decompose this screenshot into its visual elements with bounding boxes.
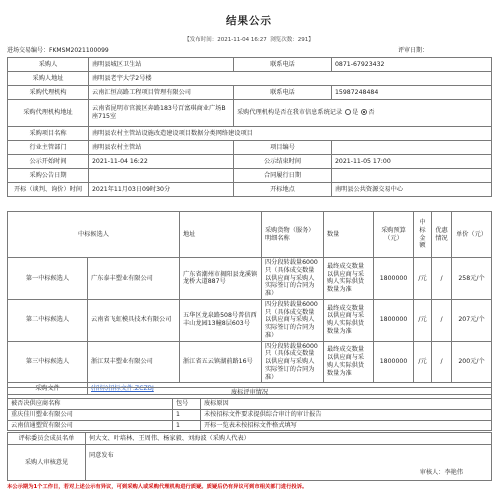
candidate-rank: 第三中标候选人 bbox=[8, 341, 88, 383]
candidate-rank: 第一中标候选人 bbox=[8, 258, 88, 300]
announce-date-label: 采购公告日期 bbox=[8, 169, 89, 183]
candidate-qty: 最终成交数量以供应商与采购人实际供货数量为准 bbox=[324, 299, 374, 341]
open-place-label: 开标地点 bbox=[234, 183, 332, 197]
review-date-label: 评审日期： bbox=[398, 47, 429, 54]
col-header-candidate: 中标候选人 bbox=[8, 212, 180, 258]
col-header-budget: 采购预算（元） bbox=[374, 212, 414, 258]
project-no-value bbox=[332, 141, 492, 155]
table-row bbox=[8, 258, 492, 300]
purchaser-value: 南明县城区卫生站 bbox=[89, 58, 234, 72]
col-header-price: 单价（元） bbox=[452, 212, 492, 258]
page-title: 结果公示 bbox=[226, 15, 272, 27]
table-row bbox=[8, 420, 492, 431]
published-at: 2021-11-04 16:27 bbox=[217, 37, 267, 43]
experts-label: 评标委员会成员名单 bbox=[8, 433, 86, 445]
project-name-value: 南明县农村主管站设施改造建设项目数据分类网络建设项目 bbox=[89, 127, 492, 141]
agency-value: 云南汇恒高路工程项目管理有限公司 bbox=[89, 86, 234, 100]
document-number: 进场交易编号：FKMSM2021100099 bbox=[7, 47, 109, 54]
experts-value: 何大文、叶培林、王周伟、杨家毅、刘海波（采购人代表） bbox=[86, 433, 492, 445]
registered-row bbox=[234, 100, 492, 127]
col-header-discount: 优惠情况 bbox=[432, 212, 452, 258]
rejection-header-reason: 废标原因 bbox=[201, 399, 492, 410]
registered-no-label: 否 bbox=[368, 109, 375, 117]
purchaser-address-value: 南明县老宇大学2号楼 bbox=[89, 72, 492, 86]
dept-value: 南明县农村主管站 bbox=[89, 141, 234, 155]
agency-label: 采购代理机构 bbox=[8, 86, 89, 100]
candidate-budget: 1800000 bbox=[374, 341, 414, 383]
candidate-price: 258元/个 bbox=[452, 258, 492, 300]
auditor-block bbox=[420, 469, 463, 477]
candidate-qty: 最终成交数量以供应商与采购人实际供货数量为准 bbox=[324, 258, 374, 300]
rejected-supplier: 重庆佳川塑业有限公司 bbox=[8, 409, 173, 420]
candidate-price: 200元/个 bbox=[452, 341, 492, 383]
contract-date-label: 合同履行日期 bbox=[234, 169, 332, 183]
candidate-name: 浙江双丰塑业有限公司 bbox=[88, 341, 180, 383]
views-label: 浏览次数： bbox=[270, 37, 298, 43]
candidate-qty: 最终成交数量以供应商与采购人实际供货数量为准 bbox=[324, 341, 374, 383]
agency-address-label: 采购代理机构地址 bbox=[8, 100, 89, 127]
candidate-address: 浙江省五云镇湖前路16号 bbox=[180, 341, 262, 383]
views-count: 291】 bbox=[297, 37, 314, 43]
candidate-address: 五华区龙泉路508号普信西丰山龙园13幢8层603号 bbox=[180, 299, 262, 341]
col-header-item: 采购货物（服务）明细名称 bbox=[262, 212, 324, 258]
registered-no-radio[interactable] bbox=[361, 109, 367, 115]
agency-phone-value: 15987248484 bbox=[332, 86, 492, 100]
rejected-supplier: 云南信通塑贸有限公司 bbox=[8, 420, 173, 431]
col-header-amount: 中标金额 bbox=[414, 212, 432, 258]
notice-end-value: 2021-11-05 17:00 bbox=[332, 155, 492, 169]
registered-yes-radio[interactable] bbox=[345, 109, 351, 115]
candidate-amount: /元 bbox=[414, 299, 432, 341]
candidate-discount: / bbox=[432, 299, 452, 341]
rejected-pkg: 1 bbox=[173, 409, 201, 420]
opinion-cell bbox=[86, 445, 492, 481]
publish-meta bbox=[0, 37, 498, 44]
table-row bbox=[8, 299, 492, 341]
rejected-reason: 开标一览表未按招标文件格式填写 bbox=[201, 420, 492, 431]
candidate-discount: / bbox=[432, 258, 452, 300]
published-label: 【发布时间： bbox=[184, 37, 218, 43]
candidate-item: 四分段转载量6000只（具体成交数量以供应商与采购人实际签订的合同为准） bbox=[262, 341, 324, 383]
candidate-budget: 1800000 bbox=[374, 258, 414, 300]
open-place-value: 南明县公共资源交易中心 bbox=[332, 183, 492, 197]
candidate-rank: 第二中标候选人 bbox=[8, 299, 88, 341]
table-row bbox=[8, 341, 492, 383]
attachment-link[interactable]: (招标)招标文件.ZCZBJ bbox=[91, 384, 154, 392]
rejection-header-name: 被否决供应商名称 bbox=[8, 399, 173, 410]
candidate-discount: / bbox=[432, 341, 452, 383]
announce-date-value bbox=[89, 169, 234, 183]
agency-address-value: 云南省昆明市官渡区奔路183号百富琪商业广场B座715室 bbox=[89, 100, 234, 127]
info-table bbox=[7, 57, 492, 197]
candidate-budget: 1800000 bbox=[374, 299, 414, 341]
open-time-value: 2021年11月03日09时30分 bbox=[89, 183, 234, 197]
notice-start-value: 2021-11-04 16:22 bbox=[89, 155, 234, 169]
agency-phone-label: 联系电话 bbox=[234, 86, 332, 100]
auditor-label: 审核人： bbox=[419, 469, 445, 477]
contact-label: 联系电话 bbox=[234, 58, 332, 72]
attachment-label: 采购文件 bbox=[8, 383, 88, 395]
rejection-header-pkg: 包号 bbox=[173, 399, 201, 410]
project-name-label: 采购项目名称 bbox=[8, 127, 89, 141]
experts-opinion-table bbox=[7, 432, 492, 481]
contract-date-value bbox=[332, 169, 492, 183]
registered-yes-label: 是 bbox=[352, 109, 359, 117]
opinion-label: 采购人审核意见 bbox=[8, 445, 86, 481]
open-time-label: 开标（谈判、询价）时间 bbox=[8, 183, 89, 197]
candidate-amount: /元 bbox=[414, 341, 432, 383]
candidate-amount: /元 bbox=[414, 258, 432, 300]
candidates-table bbox=[7, 211, 492, 395]
notice-start-label: 公示开始时间 bbox=[8, 155, 89, 169]
col-header-qty: 数量 bbox=[324, 212, 374, 258]
rejected-reason: 未按招标文件要求提供综合审计的审计报告 bbox=[201, 409, 492, 420]
candidate-price: 207元/个 bbox=[452, 299, 492, 341]
col-header-address: 地址 bbox=[180, 212, 262, 258]
candidate-name: 云南省飞虹模具技术有限公司 bbox=[88, 299, 180, 341]
candidate-item: 四分段转载量6000只（具体成交数量以供应商与采购人实际签订的合同为准） bbox=[262, 258, 324, 300]
auditor-name: 李艳伟 bbox=[444, 469, 463, 477]
candidate-item: 四分段转载量6000只（具体成交数量以供应商与采购人实际签订的合同为准） bbox=[262, 299, 324, 341]
candidate-address: 广东省潮州市揭阳县龙溪镇龙桥大道887号 bbox=[180, 258, 262, 300]
dept-label: 行业主管部门 bbox=[8, 141, 89, 155]
rejection-table bbox=[7, 384, 492, 431]
contact-value: 0871-67923432 bbox=[332, 58, 492, 72]
project-no-label: 项目编号 bbox=[234, 141, 332, 155]
rejection-section-title: 废标评审情况 bbox=[8, 388, 492, 399]
purchaser-address-label: 采购人地址 bbox=[8, 72, 89, 86]
candidate-name: 广东泰丰塑业有限公司 bbox=[88, 258, 180, 300]
rejected-pkg: 1 bbox=[173, 420, 201, 431]
registered-label: 采购代理机构是否在我市信息系统记录 bbox=[237, 109, 343, 117]
table-row bbox=[8, 409, 492, 420]
opinion-value: 同意发布 bbox=[89, 452, 114, 459]
notice-end-label: 公示结束时间 bbox=[234, 155, 332, 169]
footer-note: 本公示期为1个工作日，若对上述公示有异议，可到采购人或采购代理机构进行质疑。质疑后仍有异议可到市相关部门进行投诉。 bbox=[7, 484, 308, 490]
purchaser-label: 采购人 bbox=[8, 58, 89, 72]
